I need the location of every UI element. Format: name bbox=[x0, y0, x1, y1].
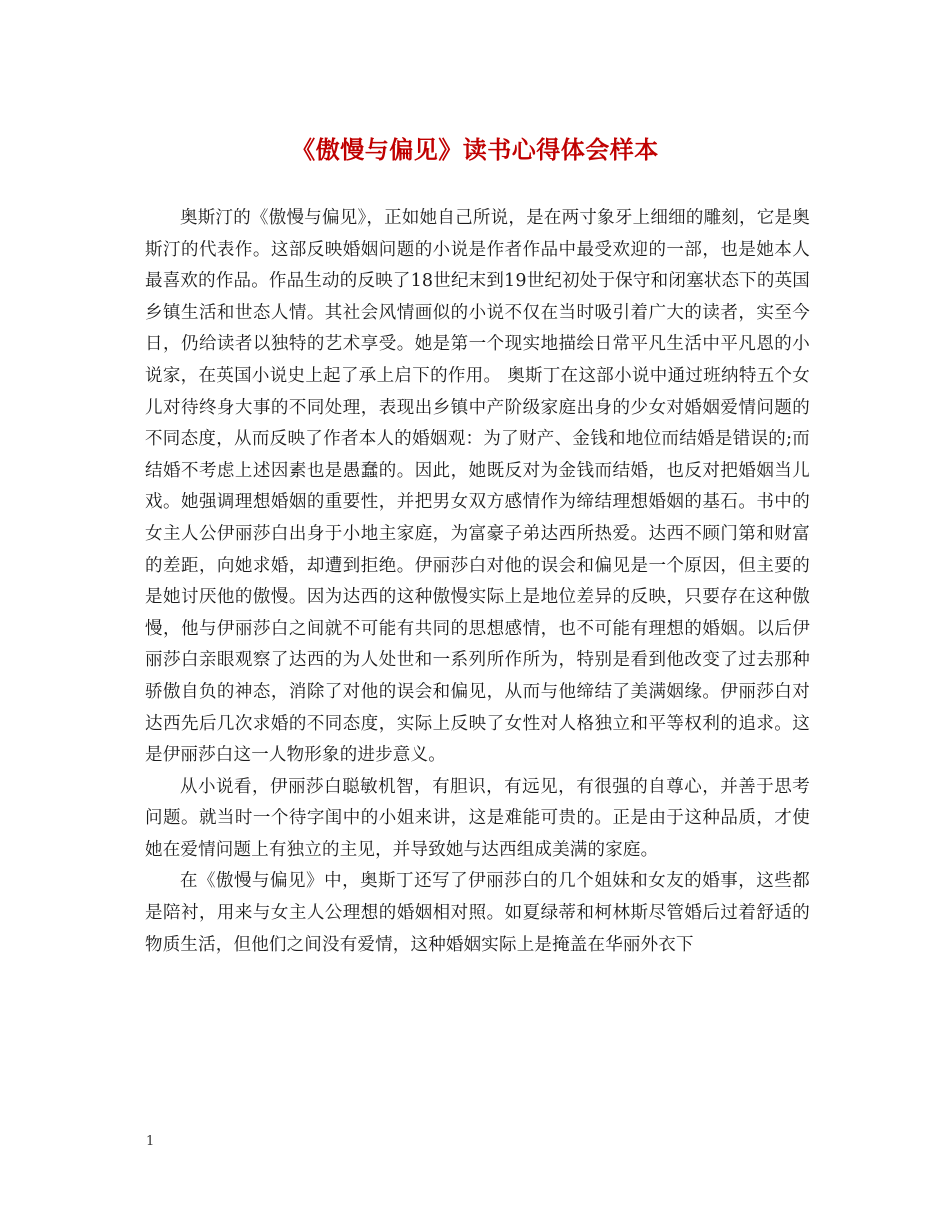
paragraph-1: 奥斯汀的《傲慢与偏见》，正如她自己所说，是在两寸象牙上细细的雕刻，它是奥斯汀的代表作。这部反映婚姻问题的小说是作者作品中最受欢迎的一部，也是她本人最喜欢的作品。作品生动的反映了18世纪末到19世纪初处于保守和闭塞状态下的英国乡镇生活和世态人情。其社会风情画似的小说不仅在当时吸引着广大的读者，实至今日，仍给读者以独特的艺术享受。她是第一个现实地描绘日常平凡生活中平凡恩的小说家，在英国小说史上起了承上启下的作用。 奥斯丁在这部小说中通过班纳特五个女儿对待终身大事的不同处理，表现出乡镇中产阶级家庭出身的少女对婚姻爱情问题的不同态度，从而反映了作者本人的婚姻观：为了财产、金钱和地位而结婚是错误的;而结婚不考虑上述因素也是愚蠢的。因此，她既反对为金钱而结婚，也反对把婚姻当儿戏。她强调理想婚姻的重要性，并把男女双方感情作为缔结理想婚姻的基石。书中的女主人公伊丽莎白出身于小地主家庭，为富豪子弟达西所热爱。达西不顾门第和财富的差距，向她求婚，却遭到拒绝。伊丽莎白对他的误会和偏见是一个原因，但主要的是她讨厌他的傲慢。因为达西的这种傲慢实际上是地位差异的反映，只要存在这种傲慢，他与伊丽莎白之间就不可能有共同的思想感情，也不可能有理想的婚姻。以后伊丽莎白亲眼观察了达西的为人处世和一系列所作所为，特别是看到他改变了过去那种骄傲自负的神态，消除了对他的误会和偏见，从而与他缔结了美满姻缘。伊丽莎白对达西先后几次求婚的不同态度，实际上反映了女性对人格独立和平等权利的追求。这是伊丽莎白这一人物形象的进步意义。 bbox=[145, 208, 810, 766]
document-body bbox=[145, 203, 810, 961]
page-number: 1 bbox=[146, 1134, 155, 1149]
document-title: 《傲慢与偏见》读书心得体会样本 bbox=[291, 135, 659, 164]
paragraph-3: 在《傲慢与偏见》中，奥斯丁还写了伊丽莎白的几个姐妹和女友的婚事，这些都是陪衬，用来与女主人公理想的婚姻相对照。如夏绿蒂和柯林斯尽管婚后过着舒适的物质生活，但他们之间没有爱情，这种婚姻实际上是掩盖在华丽外衣下 bbox=[145, 871, 810, 955]
paragraph-2: 从小说看，伊丽莎白聪敏机智，有胆识，有远见，有很强的自尊心，并善于思考问题。就当时一个待字闺中的小姐来讲，这是难能可贵的。正是由于这种品质，才使她在爱情问题上有独立的主见，并导致她与达西组成美满的家庭。 bbox=[145, 776, 810, 860]
